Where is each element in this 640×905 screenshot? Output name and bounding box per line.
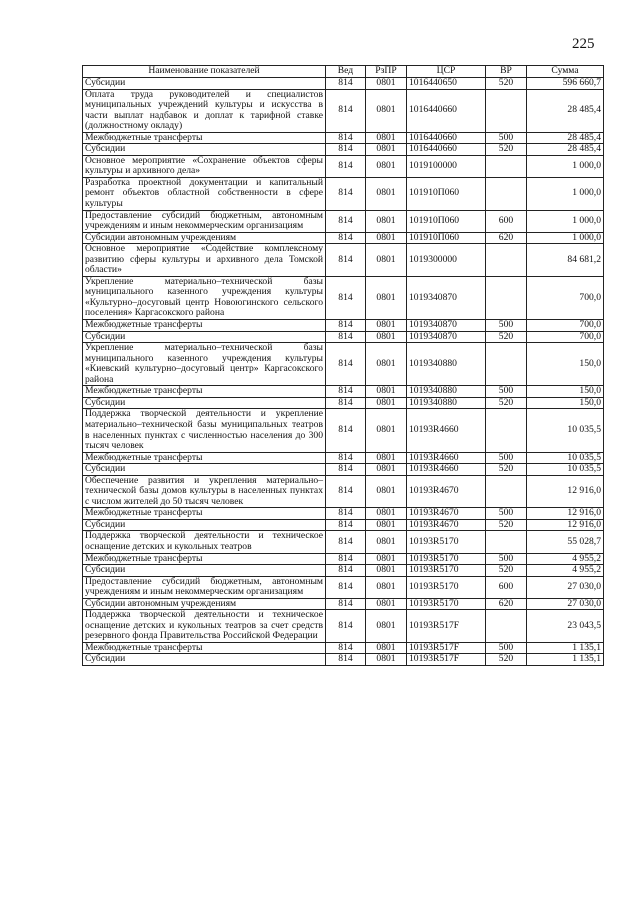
cell-name: Субсидии bbox=[83, 519, 326, 531]
cell-sum: 12 916,0 bbox=[527, 475, 604, 508]
cell-sum: 28 485,4 bbox=[527, 89, 604, 132]
cell-ved: 814 bbox=[326, 144, 366, 156]
cell-sum: 1 135,1 bbox=[527, 654, 604, 666]
cell-name: Укрепление материально–технической базы муниципального казенного учреждения культуры «Культурно–досуговый центр Новоюгинского сельского поселения» Каргасокского района bbox=[83, 276, 326, 319]
cell-sum: 10 035,5 bbox=[527, 452, 604, 464]
cell-csr: 10193R517F bbox=[407, 654, 486, 666]
cell-vr: 520 bbox=[486, 144, 527, 156]
table-row bbox=[83, 144, 604, 156]
cell-rzpr: 0801 bbox=[366, 553, 407, 565]
table-row bbox=[83, 320, 604, 332]
cell-ved: 814 bbox=[326, 320, 366, 332]
table-row bbox=[83, 598, 604, 610]
cell-sum: 12 916,0 bbox=[527, 508, 604, 520]
cell-sum: 12 916,0 bbox=[527, 519, 604, 531]
cell-csr: 10193R4670 bbox=[407, 475, 486, 508]
cell-ved: 814 bbox=[326, 610, 366, 643]
table-row bbox=[83, 132, 604, 144]
cell-rzpr: 0801 bbox=[366, 320, 407, 332]
cell-name: Субсидии bbox=[83, 397, 326, 409]
cell-vr: 520 bbox=[486, 654, 527, 666]
table-row bbox=[83, 452, 604, 464]
table-row bbox=[83, 276, 604, 319]
cell-name: Разработка проектной документации и капитальный ремонт объектов областной собственности в сфере культуры bbox=[83, 177, 326, 210]
cell-ved: 814 bbox=[326, 244, 366, 277]
cell-csr: 1016440660 bbox=[407, 132, 486, 144]
cell-rzpr: 0801 bbox=[366, 78, 407, 90]
cell-name: Субсидии bbox=[83, 654, 326, 666]
cell-ved: 814 bbox=[326, 598, 366, 610]
cell-name: Межбюджетные трансферты bbox=[83, 642, 326, 654]
cell-csr: 10193R5170 bbox=[407, 565, 486, 577]
cell-vr bbox=[486, 89, 527, 132]
cell-sum: 28 485,4 bbox=[527, 132, 604, 144]
cell-ved: 814 bbox=[326, 78, 366, 90]
cell-sum: 1 000,0 bbox=[527, 155, 604, 177]
cell-vr: 520 bbox=[486, 397, 527, 409]
cell-ved: 814 bbox=[326, 210, 366, 232]
cell-csr: 10193R5170 bbox=[407, 553, 486, 565]
cell-vr: 600 bbox=[486, 210, 527, 232]
cell-name: Межбюджетные трансферты bbox=[83, 452, 326, 464]
cell-rzpr: 0801 bbox=[366, 654, 407, 666]
cell-name: Предоставление субсидий бюджетным, автономным учреждениям и иным некоммерческим организациям bbox=[83, 576, 326, 598]
cell-ved: 814 bbox=[326, 232, 366, 244]
cell-ved: 814 bbox=[326, 654, 366, 666]
header-ved: Вед bbox=[326, 66, 366, 78]
table-row bbox=[83, 576, 604, 598]
cell-sum: 700,0 bbox=[527, 320, 604, 332]
cell-sum: 28 485,4 bbox=[527, 144, 604, 156]
cell-name: Межбюджетные трансферты bbox=[83, 132, 326, 144]
cell-sum: 1 135,1 bbox=[527, 642, 604, 654]
cell-name: Субсидии bbox=[83, 464, 326, 476]
cell-rzpr: 0801 bbox=[366, 386, 407, 398]
cell-name: Основное мероприятие «Содействие комплексному развитию сферы культуры и архивного дела Томской области» bbox=[83, 244, 326, 277]
cell-csr: 10193R5170 bbox=[407, 531, 486, 553]
cell-rzpr: 0801 bbox=[366, 132, 407, 144]
cell-ved: 814 bbox=[326, 475, 366, 508]
table-row bbox=[83, 232, 604, 244]
cell-name: Основное мероприятие «Сохранение объектов сферы культуры и архивного дела» bbox=[83, 155, 326, 177]
cell-rzpr: 0801 bbox=[366, 464, 407, 476]
cell-vr: 600 bbox=[486, 576, 527, 598]
table-body bbox=[83, 78, 604, 666]
cell-name: Укрепление материально–технической базы муниципального казенного учреждения культуры «Киевский культурно–досуговый центр» Каргасокского района bbox=[83, 343, 326, 386]
cell-ved: 814 bbox=[326, 409, 366, 452]
cell-ved: 814 bbox=[326, 397, 366, 409]
header-row bbox=[83, 66, 604, 78]
cell-vr: 520 bbox=[486, 519, 527, 531]
cell-ved: 814 bbox=[326, 331, 366, 343]
cell-rzpr: 0801 bbox=[366, 343, 407, 386]
cell-vr bbox=[486, 155, 527, 177]
cell-vr: 520 bbox=[486, 565, 527, 577]
cell-name: Межбюджетные трансферты bbox=[83, 553, 326, 565]
cell-vr bbox=[486, 276, 527, 319]
cell-csr: 10193R517F bbox=[407, 642, 486, 654]
cell-vr bbox=[486, 531, 527, 553]
cell-vr: 500 bbox=[486, 132, 527, 144]
cell-rzpr: 0801 bbox=[366, 565, 407, 577]
cell-name: Предоставление субсидий бюджетным, автономным учреждениям и иным некоммерческим организациям bbox=[83, 210, 326, 232]
cell-rzpr: 0801 bbox=[366, 89, 407, 132]
page-number: 225 bbox=[572, 36, 595, 52]
table-row bbox=[83, 654, 604, 666]
cell-rzpr: 0801 bbox=[366, 598, 407, 610]
cell-csr: 101910П060 bbox=[407, 210, 486, 232]
cell-vr: 500 bbox=[486, 508, 527, 520]
cell-name: Поддержка творческой деятельности и техническое оснащение детских и кукольных театров за счет средств резервного фонда Правительства Российской Федерации bbox=[83, 610, 326, 643]
cell-name: Оплата труда руководителей и специалистов муниципальных учреждений культуры и искусства в части выплат надбавок и доплат к тарифной ставке (должностному окладу) bbox=[83, 89, 326, 132]
cell-name: Межбюджетные трансферты bbox=[83, 320, 326, 332]
cell-vr: 500 bbox=[486, 642, 527, 654]
cell-sum: 27 030,0 bbox=[527, 576, 604, 598]
cell-csr: 1019340880 bbox=[407, 397, 486, 409]
table-row bbox=[83, 397, 604, 409]
cell-name: Субсидии bbox=[83, 144, 326, 156]
cell-rzpr: 0801 bbox=[366, 210, 407, 232]
cell-ved: 814 bbox=[326, 343, 366, 386]
cell-name: Обеспечение развития и укрепления материально–технической базы домов культуры в населенных пунктах с числом жителей до 50 тысяч человек bbox=[83, 475, 326, 508]
cell-sum: 27 030,0 bbox=[527, 598, 604, 610]
cell-rzpr: 0801 bbox=[366, 475, 407, 508]
table-row bbox=[83, 565, 604, 577]
cell-sum: 1 000,0 bbox=[527, 210, 604, 232]
cell-rzpr: 0801 bbox=[366, 531, 407, 553]
cell-name: Субсидии автономным учреждениям bbox=[83, 598, 326, 610]
cell-csr: 101910П060 bbox=[407, 232, 486, 244]
cell-sum: 1 000,0 bbox=[527, 232, 604, 244]
cell-sum: 84 681,2 bbox=[527, 244, 604, 277]
table-row bbox=[83, 531, 604, 553]
cell-ved: 814 bbox=[326, 464, 366, 476]
cell-rzpr: 0801 bbox=[366, 144, 407, 156]
cell-sum: 10 035,5 bbox=[527, 464, 604, 476]
cell-name: Межбюджетные трансферты bbox=[83, 386, 326, 398]
cell-rzpr: 0801 bbox=[366, 519, 407, 531]
cell-vr bbox=[486, 475, 527, 508]
cell-rzpr: 0801 bbox=[366, 508, 407, 520]
cell-rzpr: 0801 bbox=[366, 244, 407, 277]
cell-sum: 55 028,7 bbox=[527, 531, 604, 553]
table-row bbox=[83, 78, 604, 90]
cell-ved: 814 bbox=[326, 553, 366, 565]
cell-sum: 23 043,5 bbox=[527, 610, 604, 643]
table-row bbox=[83, 553, 604, 565]
cell-ved: 814 bbox=[326, 452, 366, 464]
cell-rzpr: 0801 bbox=[366, 610, 407, 643]
cell-ved: 814 bbox=[326, 276, 366, 319]
cell-ved: 814 bbox=[326, 642, 366, 654]
cell-ved: 814 bbox=[326, 132, 366, 144]
cell-vr: 520 bbox=[486, 464, 527, 476]
cell-vr: 500 bbox=[486, 320, 527, 332]
cell-sum: 10 035,5 bbox=[527, 409, 604, 452]
cell-csr: 1016440660 bbox=[407, 144, 486, 156]
cell-rzpr: 0801 bbox=[366, 155, 407, 177]
cell-sum: 700,0 bbox=[527, 331, 604, 343]
table-row bbox=[83, 610, 604, 643]
table-row bbox=[83, 386, 604, 398]
cell-rzpr: 0801 bbox=[366, 409, 407, 452]
cell-csr: 1019340880 bbox=[407, 386, 486, 398]
cell-vr bbox=[486, 177, 527, 210]
cell-ved: 814 bbox=[326, 508, 366, 520]
cell-vr: 500 bbox=[486, 386, 527, 398]
cell-sum: 1 000,0 bbox=[527, 177, 604, 210]
header-csr: ЦСР bbox=[407, 66, 486, 78]
cell-csr: 10193R4670 bbox=[407, 508, 486, 520]
cell-csr: 1019340880 bbox=[407, 343, 486, 386]
cell-sum: 150,0 bbox=[527, 386, 604, 398]
cell-name: Субсидии bbox=[83, 565, 326, 577]
cell-sum: 700,0 bbox=[527, 276, 604, 319]
cell-name: Субсидии автономным учреждениям bbox=[83, 232, 326, 244]
table-row bbox=[83, 475, 604, 508]
cell-rzpr: 0801 bbox=[366, 397, 407, 409]
table-row bbox=[83, 464, 604, 476]
table-row bbox=[83, 331, 604, 343]
table-row bbox=[83, 409, 604, 452]
cell-name: Субсидии bbox=[83, 78, 326, 90]
cell-sum: 596 660,7 bbox=[527, 78, 604, 90]
cell-ved: 814 bbox=[326, 531, 366, 553]
cell-csr: 10193R4660 bbox=[407, 464, 486, 476]
cell-rzpr: 0801 bbox=[366, 331, 407, 343]
cell-csr: 1019340870 bbox=[407, 320, 486, 332]
table-row bbox=[83, 177, 604, 210]
header-sum: Сумма bbox=[527, 66, 604, 78]
cell-csr: 10193R5170 bbox=[407, 598, 486, 610]
table-row bbox=[83, 519, 604, 531]
cell-ved: 814 bbox=[326, 155, 366, 177]
cell-csr: 1016440650 bbox=[407, 78, 486, 90]
cell-csr: 1019100000 bbox=[407, 155, 486, 177]
cell-vr: 520 bbox=[486, 331, 527, 343]
cell-vr: 500 bbox=[486, 452, 527, 464]
cell-ved: 814 bbox=[326, 386, 366, 398]
cell-rzpr: 0801 bbox=[366, 177, 407, 210]
table-row bbox=[83, 642, 604, 654]
cell-vr: 620 bbox=[486, 598, 527, 610]
table-row bbox=[83, 210, 604, 232]
cell-csr: 1016440660 bbox=[407, 89, 486, 132]
table-row bbox=[83, 89, 604, 132]
cell-csr: 101910П060 bbox=[407, 177, 486, 210]
cell-rzpr: 0801 bbox=[366, 576, 407, 598]
cell-vr: 520 bbox=[486, 78, 527, 90]
cell-ved: 814 bbox=[326, 565, 366, 577]
cell-sum: 150,0 bbox=[527, 397, 604, 409]
table-row bbox=[83, 244, 604, 277]
cell-name: Поддержка творческой деятельности и укрепление материально–технической базы муниципальных театров в населенных пунктах с численностью населения до 300 тысяч человек bbox=[83, 409, 326, 452]
cell-rzpr: 0801 bbox=[366, 452, 407, 464]
cell-sum: 150,0 bbox=[527, 343, 604, 386]
cell-vr bbox=[486, 610, 527, 643]
cell-ved: 814 bbox=[326, 576, 366, 598]
cell-sum: 4 955,2 bbox=[527, 565, 604, 577]
cell-name: Поддержка творческой деятельности и техническое оснащение детских и кукольных театров bbox=[83, 531, 326, 553]
cell-ved: 814 bbox=[326, 177, 366, 210]
table-row bbox=[83, 155, 604, 177]
cell-csr: 10193R4660 bbox=[407, 409, 486, 452]
cell-rzpr: 0801 bbox=[366, 232, 407, 244]
table-row bbox=[83, 343, 604, 386]
cell-csr: 1019300000 bbox=[407, 244, 486, 277]
header-vr: ВР bbox=[486, 66, 527, 78]
cell-rzpr: 0801 bbox=[366, 642, 407, 654]
cell-csr: 1019340870 bbox=[407, 331, 486, 343]
cell-csr: 10193R4670 bbox=[407, 519, 486, 531]
header-rzpr: РзПР bbox=[366, 66, 407, 78]
cell-vr bbox=[486, 244, 527, 277]
header-name: Наименование показателей bbox=[83, 66, 326, 78]
cell-vr bbox=[486, 409, 527, 452]
cell-csr: 10193R4660 bbox=[407, 452, 486, 464]
cell-ved: 814 bbox=[326, 89, 366, 132]
cell-csr: 10193R5170 bbox=[407, 576, 486, 598]
cell-csr: 1019340870 bbox=[407, 276, 486, 319]
cell-sum: 4 955,2 bbox=[527, 553, 604, 565]
table-header bbox=[83, 66, 604, 78]
table-row bbox=[83, 508, 604, 520]
cell-ved: 814 bbox=[326, 519, 366, 531]
cell-rzpr: 0801 bbox=[366, 276, 407, 319]
cell-vr: 500 bbox=[486, 553, 527, 565]
cell-name: Межбюджетные трансферты bbox=[83, 508, 326, 520]
cell-name: Субсидии bbox=[83, 331, 326, 343]
budget-table bbox=[82, 65, 604, 666]
cell-vr bbox=[486, 343, 527, 386]
cell-vr: 620 bbox=[486, 232, 527, 244]
cell-csr: 10193R517F bbox=[407, 610, 486, 643]
